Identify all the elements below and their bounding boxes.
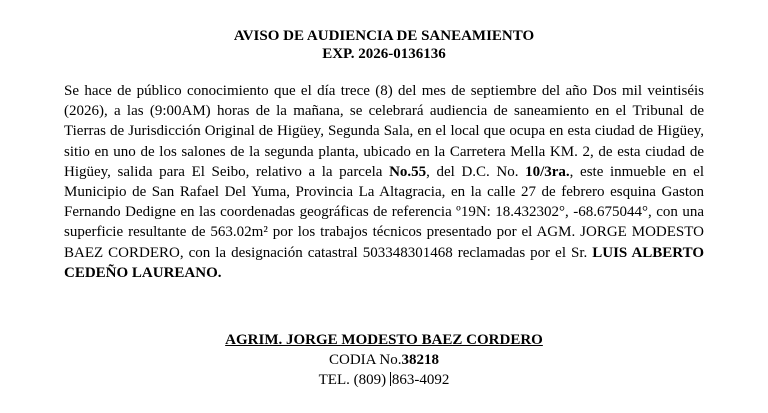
notice-body — [64, 81, 704, 283]
codia-number: 38218 — [401, 352, 439, 368]
parcel-number: No.55 — [389, 163, 427, 180]
district-number: 10/3ra. — [525, 163, 570, 180]
signature-block — [0, 330, 768, 390]
body-segment-1: Se hace de público conocimiento que el día trece (8) del mes de septiembre del año Dos mil veintiséis (2026), a las (9:00AM) horas de la mañana, se celebrará audiencia de saneamiento en el Tribunal de Tierras de Jurisdicción Original de Higüey, Segunda Sala, en el local que ocupa en esta ciudad de Higüey, sitio en uno de los salones de la segunda planta, ubicado en la Carretera Mella KM. 2, de esta ciudad de Higüey, salida para El Seibo, relativo a la parcela — [64, 83, 704, 180]
phone-prefix: TEL. (809) — [318, 372, 390, 388]
body-segment-3: , este inmueble en el Municipio de San Rafael Del Yuma, Provincia La Altagracia, en la calle 27 de febrero esquina Gaston Fernando Dedigne en las coordenadas geográficas de referencia º19N: 18.432302°, -68.675044°, con una superficie resultante de 563.02m² por los trabajos técnicos presentado por el AGM. JORGE MODESTO BAEZ CORDERO, con la designación catastral 503348301468 reclamadas por el Sr. — [64, 163, 704, 261]
file-number: EXP. 2026-0136136 — [322, 46, 446, 62]
claimant-name: LUIS ALBERTO CEDEÑO LAUREANO. — [64, 244, 704, 281]
phone-line — [0, 370, 768, 390]
body-segment-2: , del D.C. No. — [426, 163, 526, 180]
notice-title: AVISO DE AUDIENCIA DE SANEAMIENTO — [233, 28, 535, 44]
phone-number: 863-4092 — [391, 372, 450, 388]
codia-label: CODIA No. — [328, 352, 402, 368]
text-cursor-mark — [390, 372, 391, 386]
signatory-name: AGRIM. JORGE MODESTO BAEZ CORDERO — [225, 332, 543, 348]
notice-header — [0, 27, 768, 63]
codia-line — [0, 350, 768, 370]
